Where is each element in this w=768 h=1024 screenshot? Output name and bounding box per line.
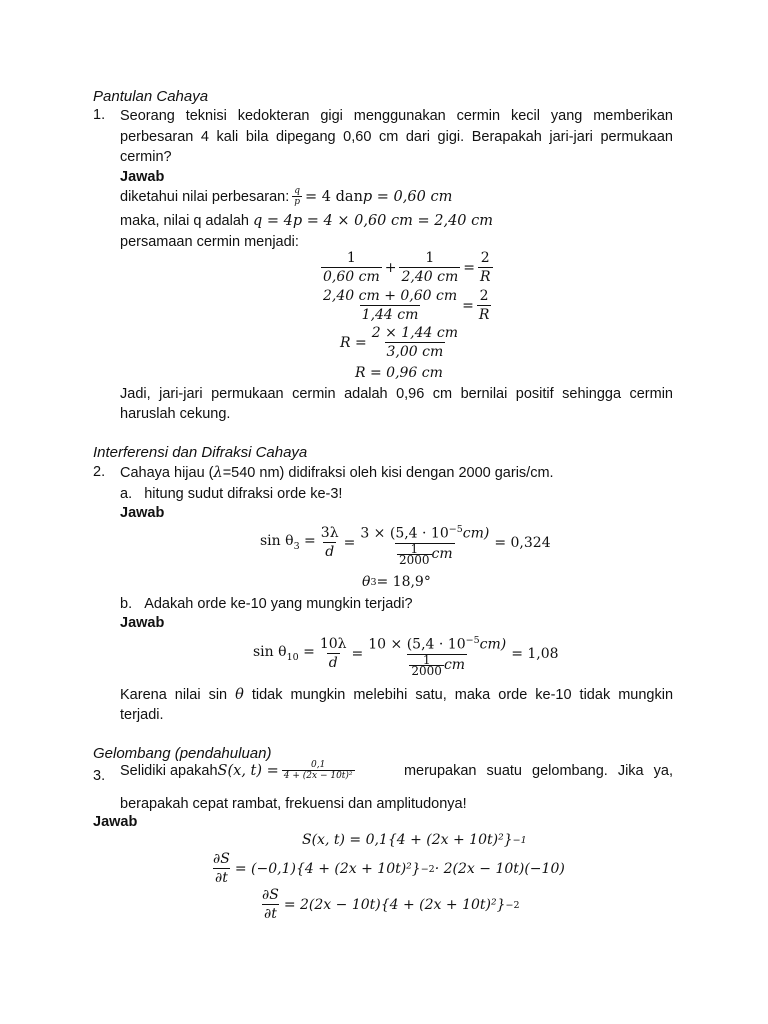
conclusion-2-line-1: Karena nilai sin θ tidak mungkin melebihi satu, maka orde ke-10 tidak mungkin <box>120 687 674 703</box>
eq2c-numerator: 2 <box>479 288 489 304</box>
maka-eq: q = 4p = 4 × 0,60 cm = 2,40 cm <box>253 213 494 229</box>
given-line <box>120 186 673 207</box>
eq3-lhs: R = <box>340 335 367 351</box>
wave-equation-3: $\frac{\partial S}{\partial t}$ = 2(2x − 10t){4 + (2x + 10t)²} −2 <box>262 887 520 922</box>
eq2c-denominator: R <box>478 307 490 323</box>
mirror-equation-2: $\frac{2,40 cm + 0,60 cm}{1,44 cm}$ = $\frac{2}{R}$ <box>323 288 490 323</box>
conclusion-1-line-1: Jadi, jari-jari permukaan cermin adalah 0,96 cm bernilai positif sehingga cermin <box>120 386 673 402</box>
subquestion-b-text: Adakah orde ke-10 yang mungkin terjadi? <box>144 596 413 612</box>
result-a: = 0,324 <box>494 534 551 551</box>
theta-3-result: θ 3 = 18,9° <box>362 574 431 590</box>
result-b: = 1,08 <box>511 645 559 662</box>
mirror-equation-4: R = 0,96 cm <box>355 365 443 381</box>
question-3-line-1 <box>120 760 673 781</box>
section-title-gelombang: Gelombang (pendahuluan) <box>93 745 272 762</box>
section-title-interferensi: Interferensi dan Difraksi Cahaya <box>93 444 308 461</box>
answer-label-2b: Jawab <box>120 615 165 631</box>
eq3-numerator: 2 × 1,44 cm <box>371 325 459 341</box>
eq1a-denominator: 0,60 cm <box>323 269 380 285</box>
eq1c-numerator: 2 <box>480 250 490 266</box>
question-2-line <box>120 464 673 482</box>
persamaan-line: persamaan cermin menjadi: <box>120 234 299 250</box>
sin-theta-10: $\sin \theta_{10}$ = <box>253 644 315 664</box>
frac-10lambda: 10λ <box>319 635 347 652</box>
big-fraction-a: $3 \times (5,4 \cdot 10^{-5}cm)$ $\frac{1}{2000}$ cm <box>360 524 490 567</box>
diffraction-equation-a: $\sin \theta_3$ = $\frac{3\lambda}{d}$ = $3 \times (5,4 \cdot 10^{-5}cm)$ $\frac{1}{2000}$ cm = 0,324 <box>260 521 551 565</box>
lambda-symbol: λ <box>213 465 223 481</box>
conclusion-2-line-2: terjadi. <box>120 707 164 723</box>
magnification-fraction: $\frac{q}{p}$ <box>294 186 301 207</box>
subquestion-a-label: a. <box>120 486 133 502</box>
wave-function-lhs: S(x, t) = <box>217 762 279 779</box>
eq1a-numerator: 1 <box>346 250 356 266</box>
question-2-text-a: Cahaya hijau ( <box>120 465 214 481</box>
question-1-line-3: cermin? <box>120 149 172 165</box>
diffraction-equation-b: $\sin \theta_{10}$ = $\frac{10\lambda}{d}$ = $10 \times (5,4 \cdot 10^{-5}cm)$ $\frac{1}{2000}$ cm = 1,08 <box>253 632 559 676</box>
frac-3lambda: 3λ <box>320 524 339 541</box>
subquestion-b <box>120 595 673 613</box>
wave-equation-2: $\frac{\partial S}{\partial t}$ = (−0,1){4 + (2x + 10t)²} −2 · 2(2x − 10t)(−10) <box>213 851 565 886</box>
question-number-2: 2. <box>93 464 106 480</box>
given-text: diketahui nilai perbesaran: <box>120 188 290 205</box>
conclusion-1-line-2: haruslah cekung. <box>120 406 231 422</box>
question-3-text-a: Selidiki apakah <box>120 762 218 779</box>
question-1-line-1: Seorang teknisi kedokteran gigi menggunakan cermin kecil yang memberikan <box>120 108 673 124</box>
answer-label-3: Jawab <box>93 814 138 830</box>
maka-line <box>120 212 673 230</box>
eq2a-numerator: 2,40 cm + 0,60 cm <box>323 288 458 304</box>
wave-equation-1: S(x, t) = 0,1{4 + (2x + 10t)²} −1 <box>302 832 527 848</box>
question-1-line-2: perbesaran 4 kali bila dipegang 0,60 cm dari gigi. Berapakah jari-jari permukaan <box>120 129 673 145</box>
eq2a-denominator: 1,44 cm <box>361 307 419 323</box>
frac-d-b: d <box>328 654 338 671</box>
question-2-text-b: =540 nm) didifraksi oleh kisi dengan 2000 garis/cm. <box>222 465 554 481</box>
frac-d: d <box>325 543 335 560</box>
eq1b-numerator: 1 <box>425 250 435 266</box>
subquestion-a <box>120 485 673 503</box>
question-number-3: 3. <box>93 768 106 784</box>
eq3-denominator: 3,00 cm <box>386 344 444 360</box>
answer-label-1: Jawab <box>120 169 165 185</box>
maka-text: maka, nilai q adalah <box>120 213 253 229</box>
section-title-pantulan: Pantulan Cahaya <box>93 88 209 105</box>
mirror-equation-3 <box>340 325 463 361</box>
subquestion-a-text: hitung sudut difraksi orde ke-3! <box>144 486 343 502</box>
given-p: p = 0,60 cm <box>362 188 453 205</box>
eq1c-denominator: R <box>479 269 491 285</box>
question-number-1: 1. <box>93 107 106 123</box>
subquestion-b-label: b. <box>120 596 133 612</box>
eq1b-denominator: 2,40 cm <box>401 269 459 285</box>
sin-theta-3: $\sin \theta_3$ = <box>260 533 316 553</box>
big-fraction-b: $10 \times (5,4 \cdot 10^{-5}cm)$ $\frac{1}{2000}$ cm <box>368 635 507 678</box>
question-3-line-2: berapakah cepat rambat, frekuensi dan amplitudonya! <box>120 796 467 812</box>
wave-function-fraction: $\frac{0,1}{\text{4 + (2x − 10t)²}}$ <box>283 760 353 781</box>
answer-label-2a: Jawab <box>120 505 165 521</box>
given-eq: = 4 dan <box>305 188 363 205</box>
question-3-text-b: merupakan suatu gelombang. Jika ya, <box>403 762 673 779</box>
mirror-equation-1: $\frac{1}{0,60 cm}$ + $\frac{1}{2,40 cm}$ = $\frac{2}{R}$ <box>323 250 491 285</box>
